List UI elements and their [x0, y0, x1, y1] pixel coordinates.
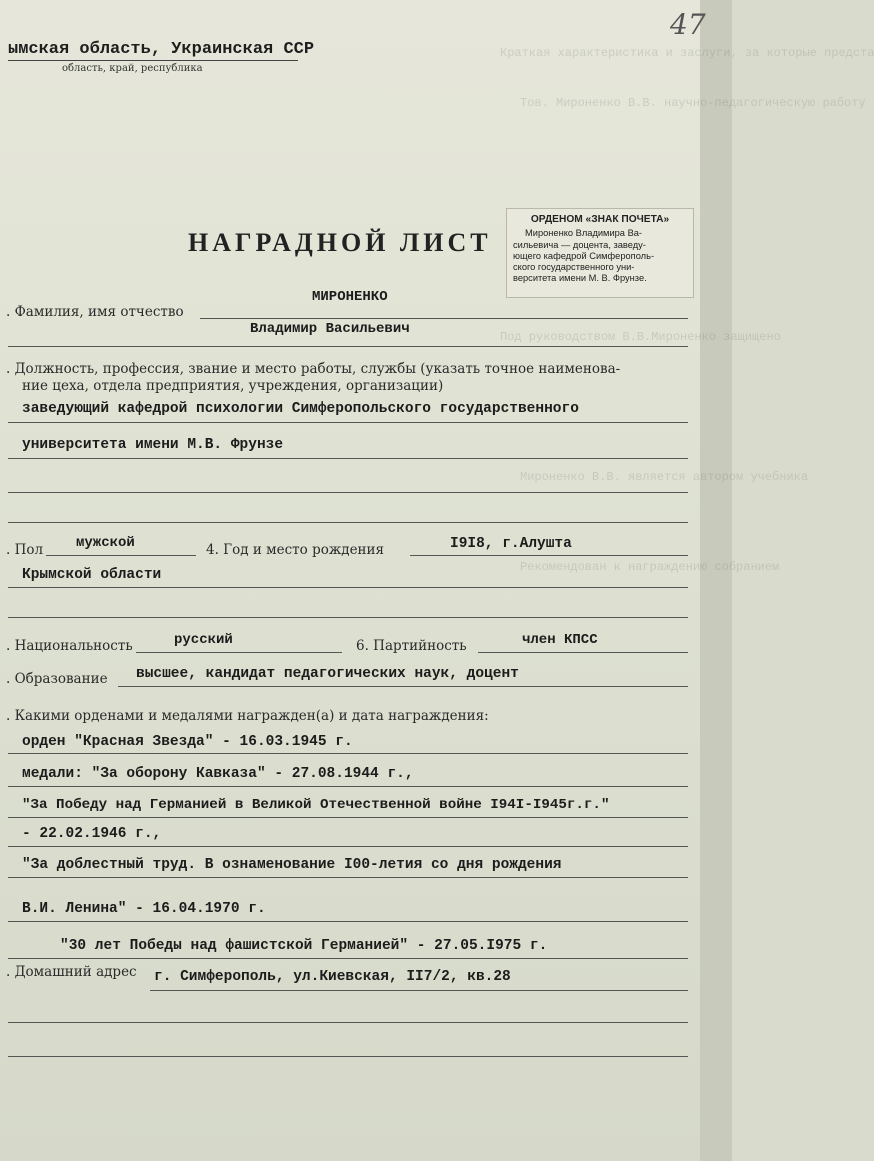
position-underline-2: [8, 458, 688, 459]
fio-label: . Фамилия, имя отчество: [6, 304, 184, 320]
surname-value: МИРОНЕНКО: [312, 289, 388, 305]
clipping-heading: ОРДЕНОМ «ЗНАК ПОЧЕТА»: [530, 214, 670, 225]
address-underline: [150, 990, 688, 991]
award-line: "За доблестный труд. В ознаменование I00-летия со дня рождения: [22, 857, 562, 873]
birth-value: I9I8, г.Алушта: [450, 536, 572, 552]
clipping-line: Мироненко Владимира Ва-: [525, 228, 643, 239]
awards-label: . Какими орденами и медалями награжден(а) и дата награждения:: [6, 708, 489, 724]
awards-underline: [8, 958, 688, 959]
position-label: . Должность, профессия, звание и место работы, службы (указать точное наименова-: [6, 361, 621, 377]
show-through-text: Мироненко В.В. является автором учебника: [520, 470, 809, 484]
award-line: "За Победу над Германией в Великой Отечественной войне I94I-I945г.г.": [22, 797, 610, 813]
show-through-text: Под руководством В.В.Мироненко защищено: [500, 330, 781, 344]
page-edge: [700, 0, 732, 1161]
nationality-underline: [136, 652, 342, 653]
clipping-line: сильевича — доцента, заведу-: [513, 239, 646, 250]
award-line: "30 лет Победы над фашистской Германией" - 27.05.I975 г.: [60, 938, 548, 954]
page-number: 47: [670, 8, 706, 41]
nationality-value: русский: [174, 632, 233, 648]
position-value-2: университета имени М.В. Фрунзе: [22, 437, 284, 453]
awards-underline: [8, 921, 688, 922]
birth-underline-3: [8, 617, 688, 618]
position-underline-3: [8, 492, 688, 493]
address-underline-2: [8, 1022, 688, 1023]
awards-underline: [8, 846, 688, 847]
position-underline-4: [8, 522, 688, 523]
award-line: орден "Красная Звезда" - 16.03.1945 г.: [22, 734, 353, 750]
position-label-cont: ние цеха, отдела предприятия, учреждения, организации): [22, 378, 444, 394]
party-value: член КПСС: [522, 632, 598, 648]
show-through-text: Краткая характеристика и заслуги, за которые предста: [500, 46, 874, 60]
birth-value-cont: Крымской области: [22, 567, 162, 583]
nationality-label: . Национальность: [6, 638, 133, 654]
birth-underline: [410, 555, 688, 556]
birth-underline-2: [8, 587, 688, 588]
clipping-line: верситета имени М. В. Фрунзе.: [513, 273, 647, 284]
sex-value: мужской: [76, 535, 135, 551]
sex-underline: [46, 555, 196, 556]
position-value-1: заведующий кафедрой психологии Симферопольского государственного: [22, 401, 579, 417]
awards-underline: [8, 877, 688, 878]
region-caption: область, край, республика: [62, 63, 203, 74]
clipping-line: ющего кафедрой Симферополь-: [513, 250, 655, 261]
show-through-text: Рекомендован к награждению собранием: [520, 560, 780, 574]
sex-label: . Пол: [6, 542, 44, 558]
region-underline: [8, 60, 298, 61]
region-value: ымская область, Украинская ССР: [8, 40, 315, 59]
address-label: . Домашний адрес: [6, 964, 137, 980]
position-underline-1: [8, 422, 688, 423]
address-underline-3: [8, 1056, 688, 1057]
award-line: медали: "За оборону Кавказа" - 27.08.1944 г.,: [22, 766, 414, 782]
address-value: г. Симферополь, ул.Киевская, II7/2, кв.28: [154, 969, 511, 985]
education-underline: [118, 686, 688, 687]
newspaper-clipping: [506, 208, 694, 298]
fio-underline: [200, 318, 688, 319]
awards-underline: [8, 817, 688, 818]
clipping-line: ского государственного уни-: [513, 262, 635, 273]
name-value: Владимир Васильевич: [250, 321, 410, 337]
party-label: 6. Партийность: [356, 638, 467, 654]
education-label: . Образование: [6, 671, 108, 687]
award-line: В.И. Ленина" - 16.04.1970 г.: [22, 901, 266, 917]
party-underline: [478, 652, 688, 653]
show-through-text: Тов. Мироненко В.В. научно-педагогическую работу: [520, 96, 866, 110]
education-value: высшее, кандидат педагогических наук, доцент: [136, 666, 519, 682]
awards-underline: [8, 786, 688, 787]
birth-label: 4. Год и место рождения: [206, 542, 385, 558]
awards-underline: [8, 753, 688, 754]
document-title: НАГРАДНОЙ ЛИСТ: [188, 228, 492, 257]
fio-underline-2: [8, 346, 688, 347]
award-line: - 22.02.1946 г.,: [22, 826, 162, 842]
